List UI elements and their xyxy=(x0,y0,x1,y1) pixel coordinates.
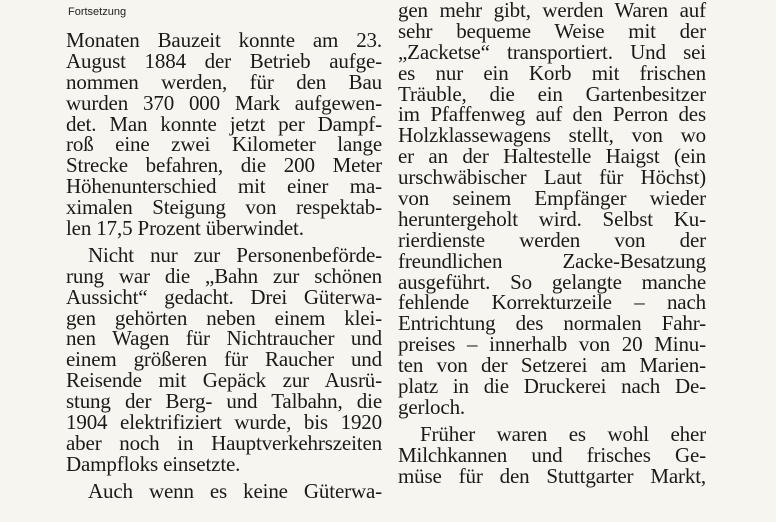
text-line: nommen werden, für den Bau xyxy=(66,69,382,94)
text-line: stung der Berg- und Talbahn, die xyxy=(66,389,382,414)
text-line: ximalen Steigung von respektab- xyxy=(66,195,382,220)
text-line: aber noch in Hauptverkehrszeiten xyxy=(66,430,382,455)
text-line: Holzklassewagens stellt, von wo xyxy=(398,123,706,148)
text-line: urschwäbischer Laut für Höchst) xyxy=(398,165,706,190)
left-column xyxy=(66,30,382,502)
text-line: Reisende mit Gepäck zur Ausrü- xyxy=(66,368,382,393)
text-line: fehlende Korrekturzeile – nach xyxy=(398,290,706,315)
paragraph xyxy=(398,421,706,488)
text-line: len 17,5 Prozent überwindet. xyxy=(66,216,304,241)
text-line: det. Man konnte jetzt per Dampf- xyxy=(66,111,382,136)
text-line: rung war die „Bahn zur schönen xyxy=(66,263,382,288)
text-line: von seinem Empfänger wieder xyxy=(398,186,706,211)
text-line: es nur ein Korb mit frischen xyxy=(398,60,706,85)
text-line: im Pfaffenweg auf den Perron des xyxy=(398,102,706,127)
text-line: wurden 370 000 Mark aufgewen- xyxy=(66,90,382,115)
text-line: heruntergeholt wird. Selbst Ku- xyxy=(398,206,706,231)
text-line: rierdienste werden von der xyxy=(398,227,706,252)
text-line: Monaten Bauzeit konnte am 23. xyxy=(66,28,382,52)
text-line: ten von der Setzerei am Marien- xyxy=(398,353,706,378)
text-line: gerloch. xyxy=(398,394,466,419)
text-line: Auch wenn es keine Güterwa- xyxy=(88,478,382,503)
paragraph xyxy=(66,242,382,476)
text-line: ausgeführt. So gelangte manche xyxy=(398,269,706,294)
paragraph xyxy=(66,30,382,239)
text-line: Nicht nur zur Personenbeförde- xyxy=(88,242,382,267)
right-column xyxy=(398,0,706,486)
text-line: einem größeren für Raucher und xyxy=(66,347,382,372)
text-line: Aussicht“ gedacht. Drei Güterwa- xyxy=(66,284,382,309)
text-line: Strecke befahren, die 200 Meter xyxy=(66,153,382,178)
text-line: Höhenunterschied mit einer ma- xyxy=(66,174,382,199)
text-line: er an der Haltestelle Haigst (ein xyxy=(398,144,706,169)
text-line: roß eine zwei Kilometer lange xyxy=(66,132,382,157)
text-line: gen mehr gibt, werden Waren auf xyxy=(398,0,706,22)
text-line: preises – innerhalb von 20 Minu- xyxy=(398,332,706,357)
text-line: August 1884 der Betrieb aufge- xyxy=(66,48,382,73)
text-line: freundlichen Zacke-Besatzung xyxy=(398,248,706,273)
text-line: nen Wagen für Nichtraucher und xyxy=(66,326,382,351)
text-line: „Zacketse“ transportiert. Und sei xyxy=(398,39,706,64)
text-line: Träuble, die ein Gartenbesitzer xyxy=(398,81,706,106)
text-line: Früher waren es wohl eher xyxy=(420,421,706,446)
continuation-label: Fortsetzung xyxy=(68,6,127,18)
text-line: gen gehörten neben einem klei- xyxy=(66,305,382,330)
text-line: Milchkannen und frisches Ge- xyxy=(398,442,706,467)
paragraph xyxy=(66,478,382,503)
paragraph xyxy=(398,0,706,418)
text-line: Entrichtung des normalen Fahr- xyxy=(398,311,706,336)
text-line: 1904 elektrifiziert wurde, bis 1920 xyxy=(66,410,382,435)
text-line: platz in die Druckerei nach De- xyxy=(398,374,706,399)
text-line: sehr bequeme Weise mit der xyxy=(398,18,706,43)
text-line: Dampfloks einsetzte. xyxy=(66,451,241,476)
text-line: müse für den Stuttgarter Markt, xyxy=(398,463,706,488)
